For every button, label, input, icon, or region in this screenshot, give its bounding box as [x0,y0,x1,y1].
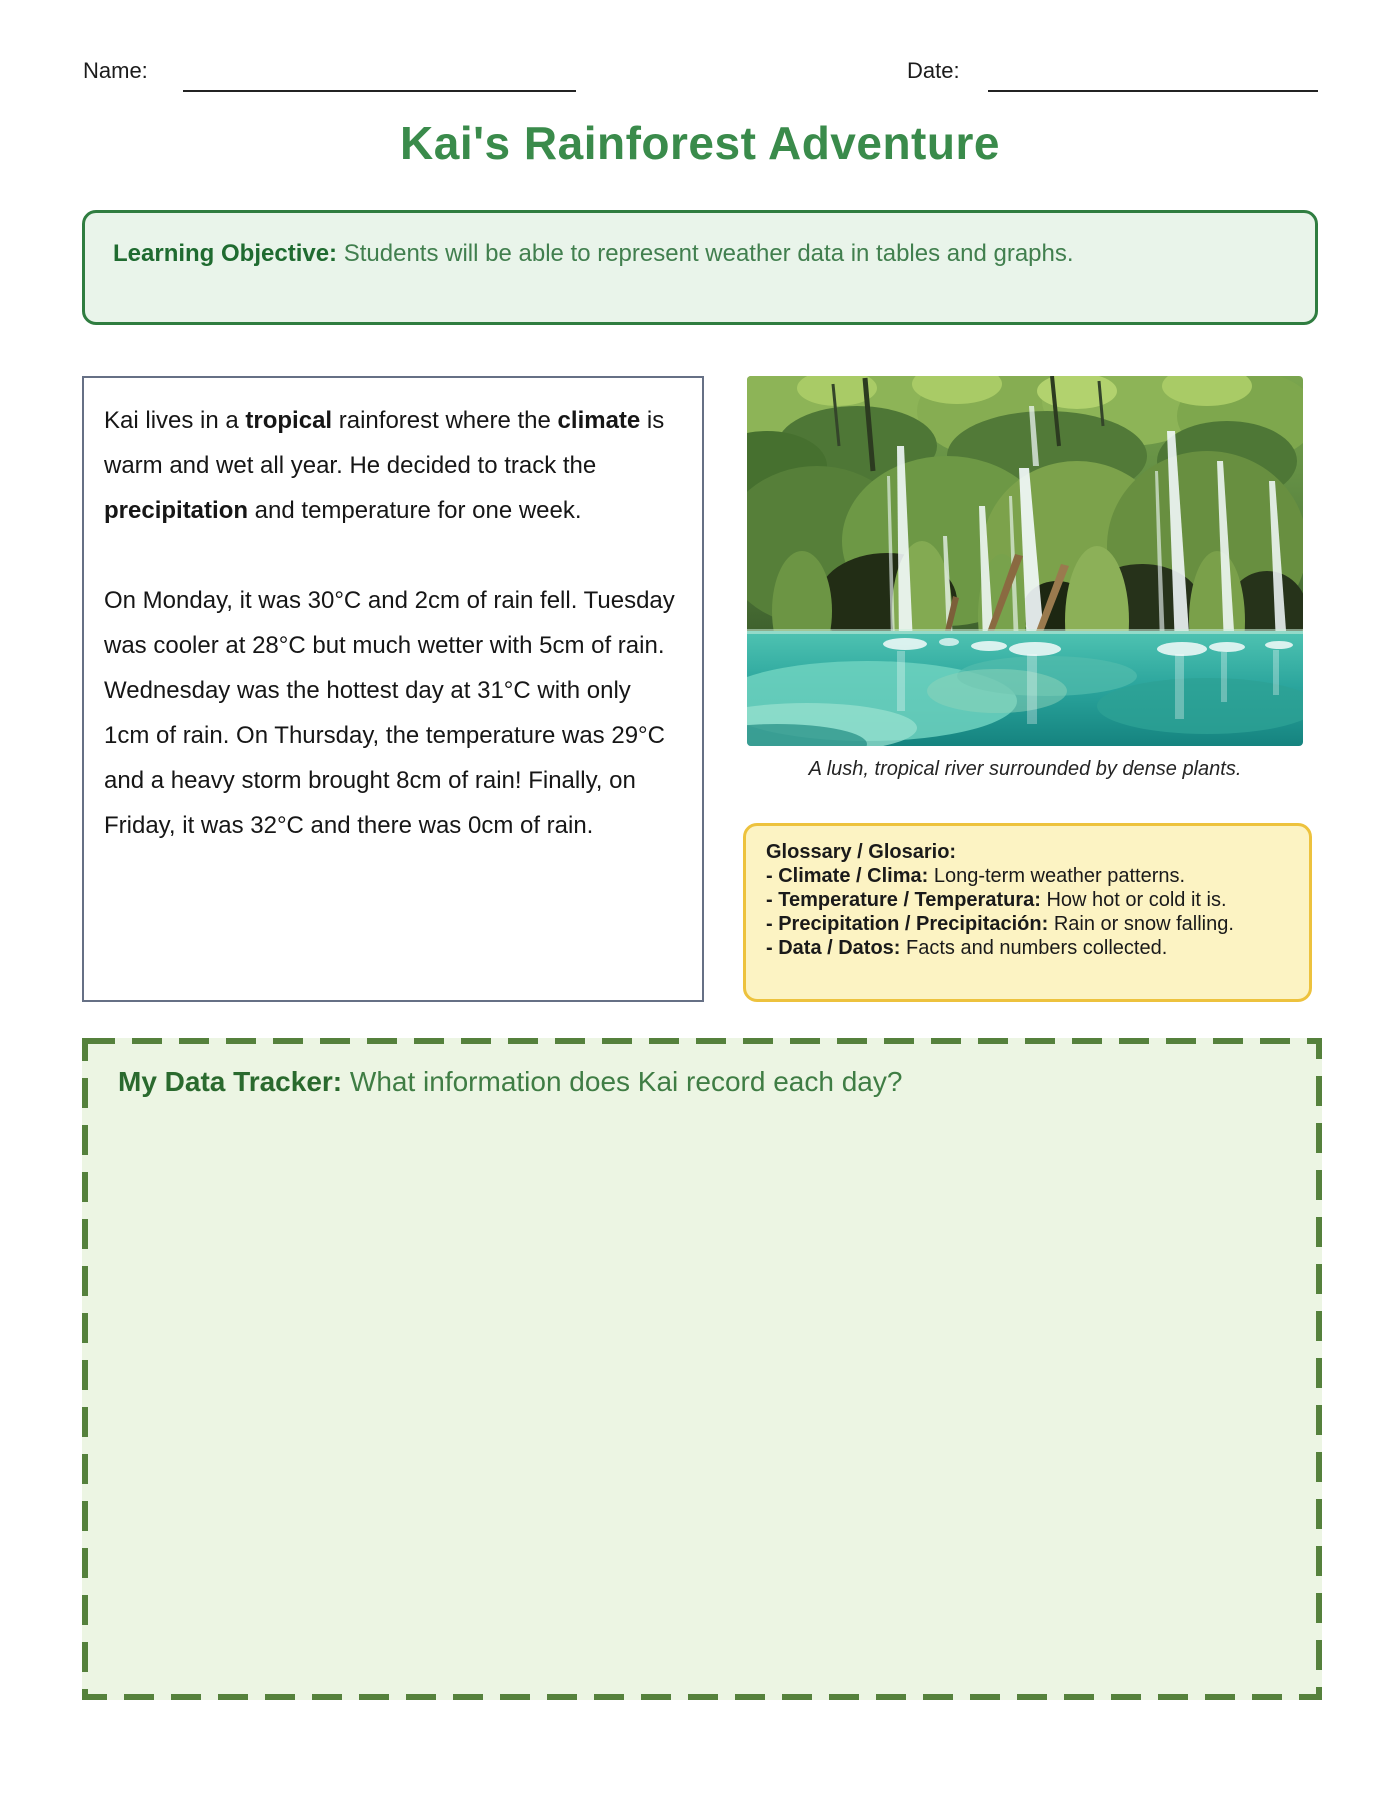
learning-objective-text: Students will be able to represent weather data in tables and graphs. [337,240,1074,267]
glossary-box [743,823,1312,1002]
rainforest-photo-illustration [747,376,1303,746]
story-box [82,376,704,1002]
rainforest-photo [747,376,1303,746]
story-paragraph-2: On Monday, it was 30°C and 2cm of rain fell. Tuesday was cooler at 28°C but much wetter with 5cm of rain. Wednesday was the hottest day at 31°C with only 1cm of rain. On Thursday, the temperature was 29°C and a heavy storm brought 8cm of rain! Finally, on Friday, it was 32°C and there was 0cm of rain. [104,587,675,839]
photo-caption: A lush, tropical river surrounded by dense plants. [808,758,1242,780]
page-title: Kai's Rainforest Adventure [400,117,1000,169]
glossary-item: - Data / Datos: Facts and numbers collected. [766,937,1168,959]
tracker-heading [118,1066,902,1098]
glossary-title: Glossary / Glosario: [766,841,957,863]
glossary-item: - Climate / Clima: Long-term weather patterns. [766,865,1186,887]
name-blank-line [183,90,576,92]
tracker-label: My Data Tracker: [118,1066,343,1097]
name-label: Name: [83,58,148,83]
date-blank-line [988,90,1318,92]
dashed-border [82,1038,1322,1700]
date-label: Date: [907,58,960,83]
story-paragraph-1: Kai lives in a tropical rainforest where the climate is warm and wet all year. He decided to track the precipitation and temperature for one week. [104,407,665,524]
glossary-item: - Temperature / Temperatura: How hot or cold it is. [766,889,1227,911]
learning-objective-label: Learning Objective: [113,240,338,267]
tracker-question: What information does Kai record each day? [342,1066,903,1097]
learning-objective-box [82,210,1318,325]
glossary-item: - Precipitation / Precipitación: Rain or snow falling. [766,913,1234,935]
data-tracker-box [82,1038,1322,1700]
